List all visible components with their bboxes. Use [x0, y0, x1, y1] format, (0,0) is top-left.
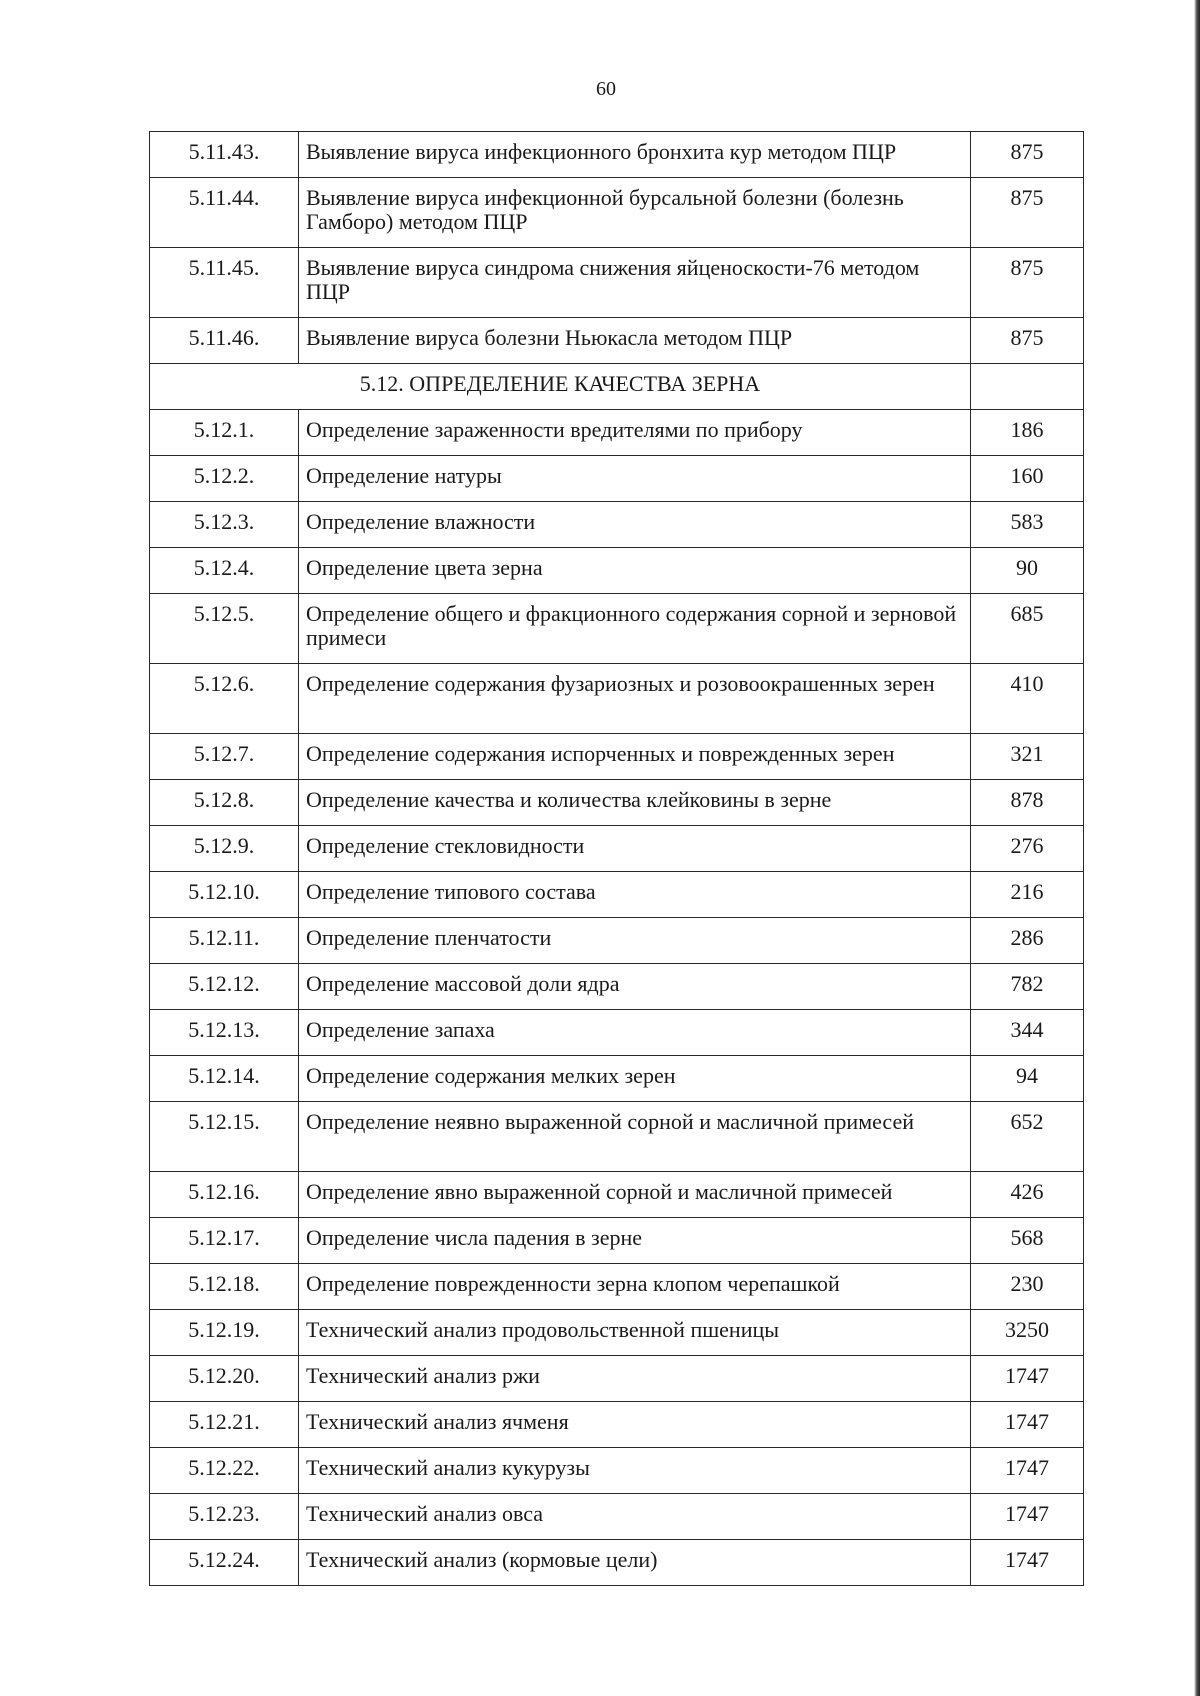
name-cell: Определение поврежденности зерна клопом черепашкой	[299, 1264, 971, 1310]
table-row	[150, 410, 1084, 456]
name-cell: Технический анализ овса	[299, 1494, 971, 1540]
code-cell: 5.12.3.	[150, 502, 299, 548]
price-cell: 216	[971, 872, 1084, 918]
name-cell: Определение неявно выраженной сорной и масличной примесей	[299, 1102, 971, 1172]
code-cell: 5.12.17.	[150, 1218, 299, 1264]
table-row	[150, 1402, 1084, 1448]
price-cell: 652	[971, 1102, 1084, 1172]
table-row	[150, 318, 1084, 364]
price-cell: 426	[971, 1172, 1084, 1218]
name-cell: Определение содержания фузариозных и розовоокрашенных зерен	[299, 664, 971, 734]
code-cell: 5.12.2.	[150, 456, 299, 502]
name-cell: Выявление вируса инфекционного бронхита кур методом ПЦР	[299, 132, 971, 178]
name-cell: Определение натуры	[299, 456, 971, 502]
table-row	[150, 918, 1084, 964]
price-cell: 685	[971, 594, 1084, 664]
section-price-cell	[971, 364, 1084, 410]
table-row	[150, 1010, 1084, 1056]
table-row	[150, 964, 1084, 1010]
table-row	[150, 1448, 1084, 1494]
code-cell: 5.11.44.	[150, 178, 299, 248]
name-cell: Определение пленчатости	[299, 918, 971, 964]
code-cell: 5.12.4.	[150, 548, 299, 594]
code-cell: 5.12.9.	[150, 826, 299, 872]
code-cell: 5.12.15.	[150, 1102, 299, 1172]
name-cell: Выявление вируса болезни Ньюкасла методом ПЦР	[299, 318, 971, 364]
price-cell: 568	[971, 1218, 1084, 1264]
name-cell: Выявление вируса инфекционной бурсальной болезни (болезнь Гамборо) методом ПЦР	[299, 178, 971, 248]
name-cell: Технический анализ ячменя	[299, 1402, 971, 1448]
table-row	[150, 178, 1084, 248]
code-cell: 5.12.1.	[150, 410, 299, 456]
name-cell: Определение стекловидности	[299, 826, 971, 872]
code-cell: 5.12.18.	[150, 1264, 299, 1310]
name-cell: Технический анализ кукурузы	[299, 1448, 971, 1494]
table-row	[150, 1356, 1084, 1402]
price-cell: 3250	[971, 1310, 1084, 1356]
table-row	[150, 780, 1084, 826]
name-cell: Определение качества и количества клейковины в зерне	[299, 780, 971, 826]
code-cell: 5.12.10.	[150, 872, 299, 918]
name-cell: Определение числа падения в зерне	[299, 1218, 971, 1264]
price-cell: 1747	[971, 1402, 1084, 1448]
price-cell: 878	[971, 780, 1084, 826]
name-cell: Выявление вируса синдрома снижения яйценоскости-76 методом ПЦР	[299, 248, 971, 318]
name-cell: Определение влажности	[299, 502, 971, 548]
table-row	[150, 456, 1084, 502]
page-edge-shadow	[1194, 0, 1200, 1696]
code-cell: 5.12.8.	[150, 780, 299, 826]
table-row	[150, 872, 1084, 918]
table-row	[150, 1310, 1084, 1356]
page-number: 60	[596, 78, 616, 100]
table-row	[150, 1056, 1084, 1102]
price-cell: 321	[971, 734, 1084, 780]
table-row	[150, 132, 1084, 178]
price-cell: 1747	[971, 1356, 1084, 1402]
code-cell: 5.12.16.	[150, 1172, 299, 1218]
price-cell: 1747	[971, 1494, 1084, 1540]
table-row	[150, 1172, 1084, 1218]
price-cell: 186	[971, 410, 1084, 456]
name-cell: Определение общего и фракционного содержания сорной и зерновой примеси	[299, 594, 971, 664]
price-cell: 583	[971, 502, 1084, 548]
name-cell: Определение содержания мелких зерен	[299, 1056, 971, 1102]
price-cell: 1747	[971, 1540, 1084, 1586]
code-cell: 5.12.12.	[150, 964, 299, 1010]
price-table	[149, 131, 1084, 1586]
table-row	[150, 248, 1084, 318]
price-cell: 782	[971, 964, 1084, 1010]
section-title: 5.12. ОПРЕДЕЛЕНИЕ КАЧЕСТВА ЗЕРНА	[150, 364, 971, 410]
table-row	[150, 594, 1084, 664]
name-cell: Определение запаха	[299, 1010, 971, 1056]
code-cell: 5.12.21.	[150, 1402, 299, 1448]
name-cell: Определение цвета зерна	[299, 548, 971, 594]
table-row	[150, 1494, 1084, 1540]
price-cell: 875	[971, 132, 1084, 178]
price-table-body	[150, 132, 1084, 1586]
table-row	[150, 1218, 1084, 1264]
table-row	[150, 1264, 1084, 1310]
code-cell: 5.12.24.	[150, 1540, 299, 1586]
code-cell: 5.12.5.	[150, 594, 299, 664]
name-cell: Определение зараженности вредителями по прибору	[299, 410, 971, 456]
code-cell: 5.12.6.	[150, 664, 299, 734]
table-row	[150, 1102, 1084, 1172]
name-cell: Технический анализ ржи	[299, 1356, 971, 1402]
price-cell: 410	[971, 664, 1084, 734]
name-cell: Определение содержания испорченных и поврежденных зерен	[299, 734, 971, 780]
table-row	[150, 1540, 1084, 1586]
price-cell: 875	[971, 248, 1084, 318]
code-cell: 5.12.11.	[150, 918, 299, 964]
code-cell: 5.12.13.	[150, 1010, 299, 1056]
code-cell: 5.11.45.	[150, 248, 299, 318]
name-cell: Технический анализ продовольственной пшеницы	[299, 1310, 971, 1356]
code-cell: 5.12.22.	[150, 1448, 299, 1494]
name-cell: Определение типового состава	[299, 872, 971, 918]
price-cell: 276	[971, 826, 1084, 872]
code-cell: 5.11.46.	[150, 318, 299, 364]
code-cell: 5.12.19.	[150, 1310, 299, 1356]
price-cell: 875	[971, 318, 1084, 364]
code-cell: 5.12.23.	[150, 1494, 299, 1540]
price-cell: 94	[971, 1056, 1084, 1102]
price-cell: 90	[971, 548, 1084, 594]
name-cell: Определение явно выраженной сорной и масличной примесей	[299, 1172, 971, 1218]
table-row	[150, 548, 1084, 594]
table-row	[150, 502, 1084, 548]
code-cell: 5.12.20.	[150, 1356, 299, 1402]
price-cell: 344	[971, 1010, 1084, 1056]
price-cell: 875	[971, 178, 1084, 248]
name-cell: Определение массовой доли ядра	[299, 964, 971, 1010]
code-cell: 5.12.7.	[150, 734, 299, 780]
price-cell: 1747	[971, 1448, 1084, 1494]
price-cell: 230	[971, 1264, 1084, 1310]
code-cell: 5.11.43.	[150, 132, 299, 178]
code-cell: 5.12.14.	[150, 1056, 299, 1102]
name-cell: Технический анализ (кормовые цели)	[299, 1540, 971, 1586]
price-cell: 160	[971, 456, 1084, 502]
table-row	[150, 734, 1084, 780]
section-header-row	[150, 364, 1084, 410]
table-row	[150, 664, 1084, 734]
table-row	[150, 826, 1084, 872]
price-cell: 286	[971, 918, 1084, 964]
